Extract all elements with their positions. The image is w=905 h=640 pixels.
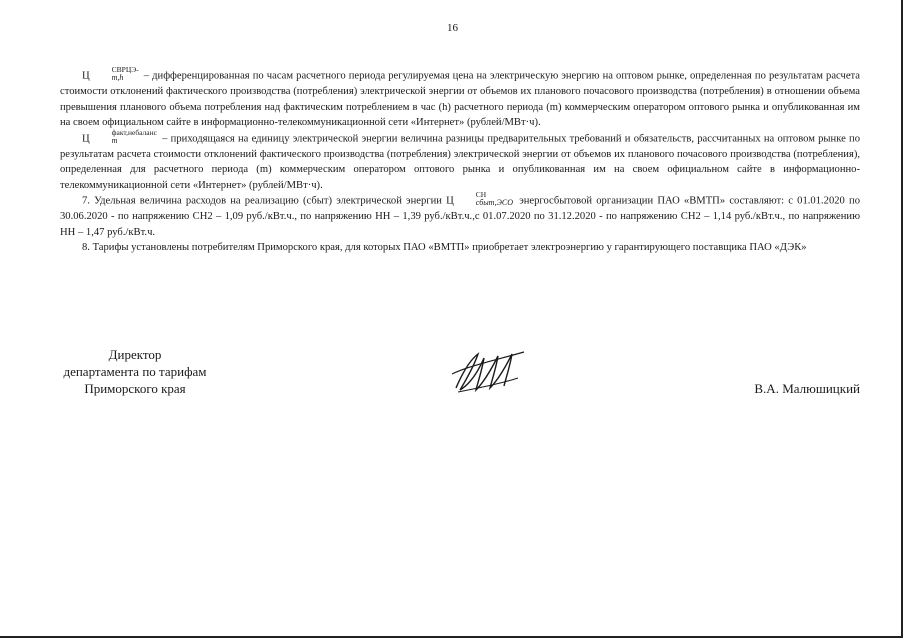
clause-7-paragraph (60, 190, 861, 240)
signatory-name: В.А. Малюшицкий (754, 381, 860, 396)
symbol-superscript: факт,небаланс (111, 127, 157, 137)
clause-8-text: 8. Тарифы установлены потребителям Приморского края, для которых ПАО «ВМТП» приобретает электроэнергию у гарантирующего поставщика ПАО «ДЭК» (82, 242, 807, 253)
symbol-subscript: m,h (111, 73, 124, 82)
clause-7-text-after: энергосбытовой организации ПАО «ВМТП» составляют: с 01.01.2020 по 30.06.2020 - по напряжению СН2 – 1,09 руб./кВт.ч., по напряжению НН – 1,39 руб./кВт.ч.,с 01.07.2020 по 31.12.2020 - по напряжению СН2 – 1,14 руб./кВт.ч., по напряжению НН – 1,47 руб./кВт.ч. (60, 195, 861, 238)
signatory-title (30, 346, 240, 397)
symbol-ts: Ц (446, 195, 454, 207)
symbol-subscript: сбыт,ЭСО (475, 198, 514, 207)
definition-text: – приходящаяся на единицу электрической энергии величина разницы предварительных требований и обязательств, рассчитанных на оптовом рынке по результатам расчета стоимости отклонений фактического производства (потребления) электрической энергии от объемов их планового почасового производства (потребления), определенная для расчетного периода (m) коммерческим оператором оптового рынка и опубликованная им на своем официальном сайте в информационно-телекоммуникационной сети «Интернет» (рублей/МВт·ч). (60, 132, 860, 191)
symbol-ts: Ц (82, 132, 90, 144)
page-number: 16 (447, 22, 458, 34)
symbol-ts: Ц (82, 70, 90, 82)
signatory-line-2: департамента по тарифам (63, 364, 207, 379)
symbol-indices (90, 66, 139, 82)
symbol-indices (454, 191, 513, 207)
definition-paragraph-svrtse (60, 65, 860, 131)
definition-text: – дифференцированная по часам расчетного периода регулируемая цена на электрическую энергию на оптовом рынке, определенная по результатам расчета стоимости отклонений фактического производства (потребления) электрической энергии от объемов их планового почасового производства (потребления) в отношении объема превышения планового объема потребления над фактическим потреблением в час (h) расчетного периода (m) коммерческим оператором оптового рынка и опубликованная им на своем официальном сайте в информационно-телекоммуникационной сети «Интернет» (рублей/МВт·ч). (60, 70, 860, 128)
signatory-line-3: Приморского края (84, 381, 186, 396)
symbol-superscript: СН (475, 190, 487, 199)
document-body (60, 65, 861, 256)
symbol-subscript: m (111, 135, 118, 145)
clause-7-text-before: 7. Удельная величина расходов на реализацию (сбыт) электрической энергии (82, 195, 447, 207)
symbol-superscript: СВРЦЭ- (111, 65, 139, 74)
definition-paragraph-imbalance (60, 127, 860, 194)
handwritten-signature (448, 344, 528, 400)
symbol-indices (90, 129, 157, 145)
clause-8-paragraph (60, 240, 860, 256)
signatory-line-1: Директор (108, 347, 162, 362)
